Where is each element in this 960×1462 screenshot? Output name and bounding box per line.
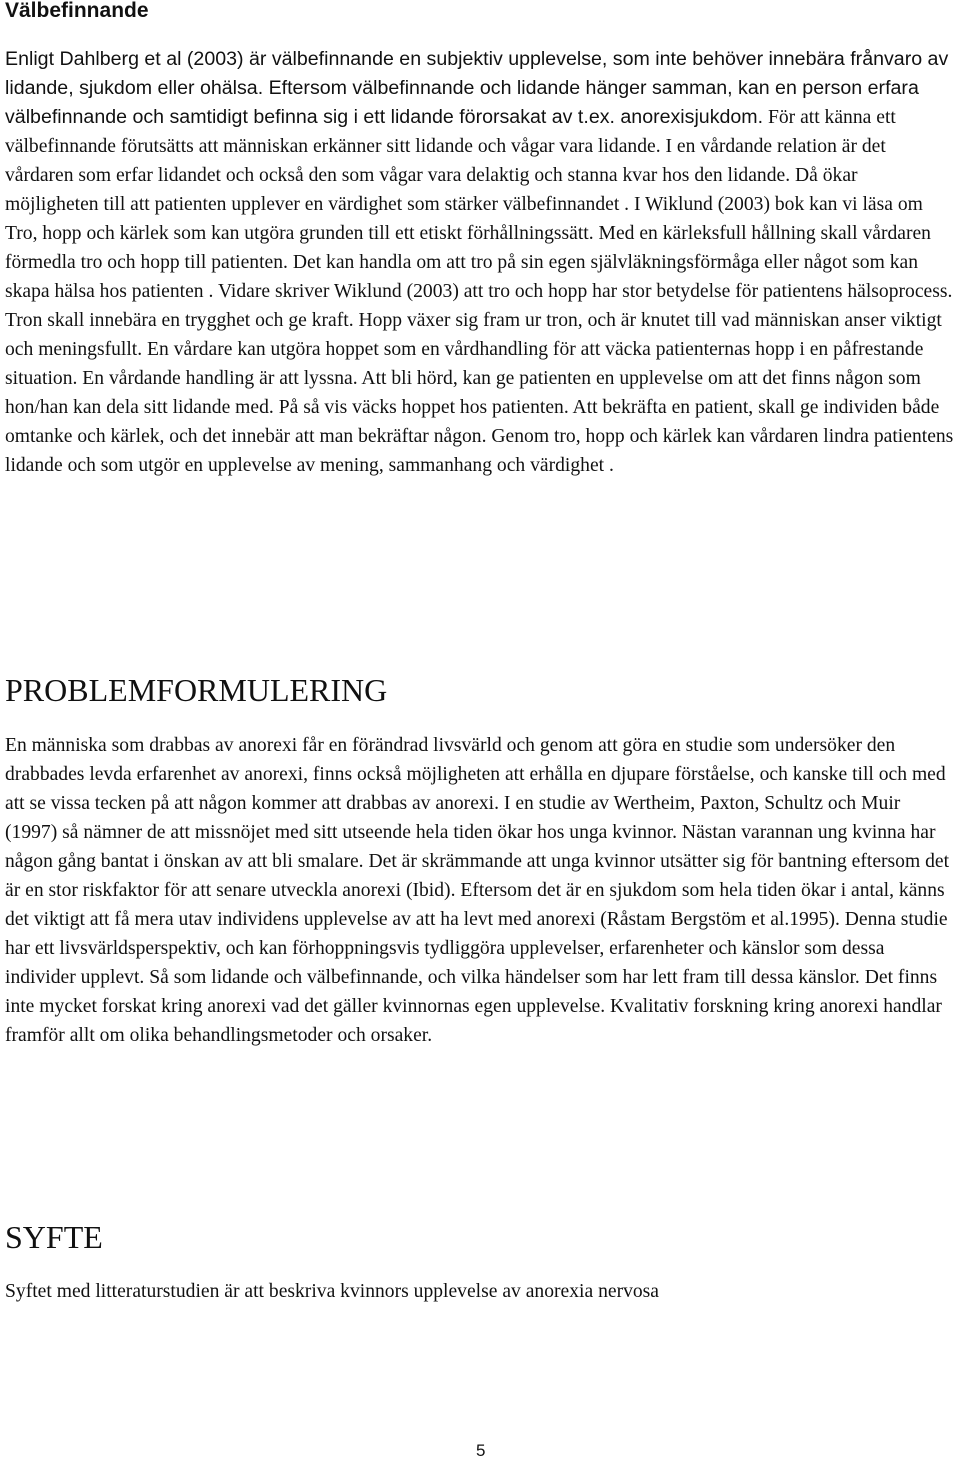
paragraph-valbefinnande (5, 45, 955, 480)
paragraph-syfte: Syftet med litteraturstudien är att beskriva kvinnors upplevelse av anorexia nervosa (5, 1281, 660, 1302)
paragraph-valbefinnande-serif-part: För att känna ett välbefinnande förutsätts att människan erkänner sitt lidande och vågar vara lidande. I en vårdande relation är det vårdaren som erfar lidandet och också den som vågar vara delaktig och stanna kvar hos den lidande. Då ökar möjligheten till att patienten upplever en värdighet som stärker välbefinnandet . I Wiklund (2003) bok kan vi läsa om Tro, hopp och kärlek som kan utgöra grunden till ett etiskt förhållningssätt. Med en kärleksfull hållning skall vårdaren förmedla tro och hopp till patienten. Det kan handla om att tro på sin egen självläkningsförmåga eller något som kan skapa hälsa hos patienten . Vidare skriver Wiklund (2003) att tro och hopp har stor betydelse för patientens hälsoprocess. Tron skall innebära en trygghet och ge kraft. Hopp växer sig fram ur tron, och är knutet till vad människan anser viktigt och meningsfullt. En vårdare kan utgöra hoppet som en vårdhandling för att väcka patienternas hopp i en påfrestande situation. En vårdande handling är att lyssna. Att bli hörd, kan ge patienten en upplevelse om att det finns någon som hon/han kan dela sitt lidande med. På så vis väcks hoppet hos patienten. Att bekräfta en patient, skall ge individen både omtanke och kärlek, och det innebär att man bekräftar någon. Genom tro, hopp och kärlek kan vårdaren lindra patientens lidande och som utgör en upplevelse av mening, sammanhang och värdighet . (5, 107, 954, 476)
section-heading-valbefinnande: Välbefinnande (5, 0, 149, 22)
section-heading-problemformulering: PROBLEMFORMULERING (5, 672, 388, 708)
page-number: 5 (476, 1441, 486, 1460)
section-heading-syfte: SYFTE (5, 1219, 103, 1255)
paragraph-valbefinnande-sans-part: Enligt Dahlberg et al (2003) är välbefinnande en subjektiv upplevelse, som inte behöver innebära frånvaro av lidande, sjukdom eller ohälsa. Eftersom välbefinnande och lidande hänger samman, kan en person erfara välbefinnande och samtidigt befinna sig i ett lidande förorsakat av t.ex. anorexisjukdom. (5, 48, 949, 128)
paragraph-problemformulering: En människa som drabbas av anorexi får en förändrad livsvärld och genom att göra en studie som undersöker den drabbades levda erfarenhet av anorexi, finns också möjligheten att erhålla en djupare förståelse, och kanske till och med att se vissa tecken på att någon kommer att drabbas av anorexi. I en studie av Wertheim, Paxton, Schultz och Muir (1997) så nämner de att missnöjet med sitt utseende hela tiden ökar hos unga kvinnor. Nästan varannan ung kvinna har någon gång bantat i önskan av att bli smalare. Det är skrämmande att unga kvinnor utsätter sig för bantning eftersom det är en stor riskfaktor för att senare utveckla anorexi (Ibid). Eftersom det är en sjukdom som hela tiden ökar i antal, känns det viktigt att få mera utav individens upplevelse av att ha levt med anorexi (Råstam Bergstöm et al.1995). Denna studie har ett livsvärldsperspektiv, och kan förhoppningsvis tydliggöra upplevelser, erfarenheter och känslor som dessa individer upplevt. Så som lidande och välbefinnande, och vilka händelser som har lett fram till dessa känslor. Det finns inte mycket forskat kring anorexi vad det gäller kvinnornas egen upplevelse. Kvalitativ forskning kring anorexi handlar framför allt om olika behandlingsmetoder och orsaker. (5, 735, 950, 1046)
